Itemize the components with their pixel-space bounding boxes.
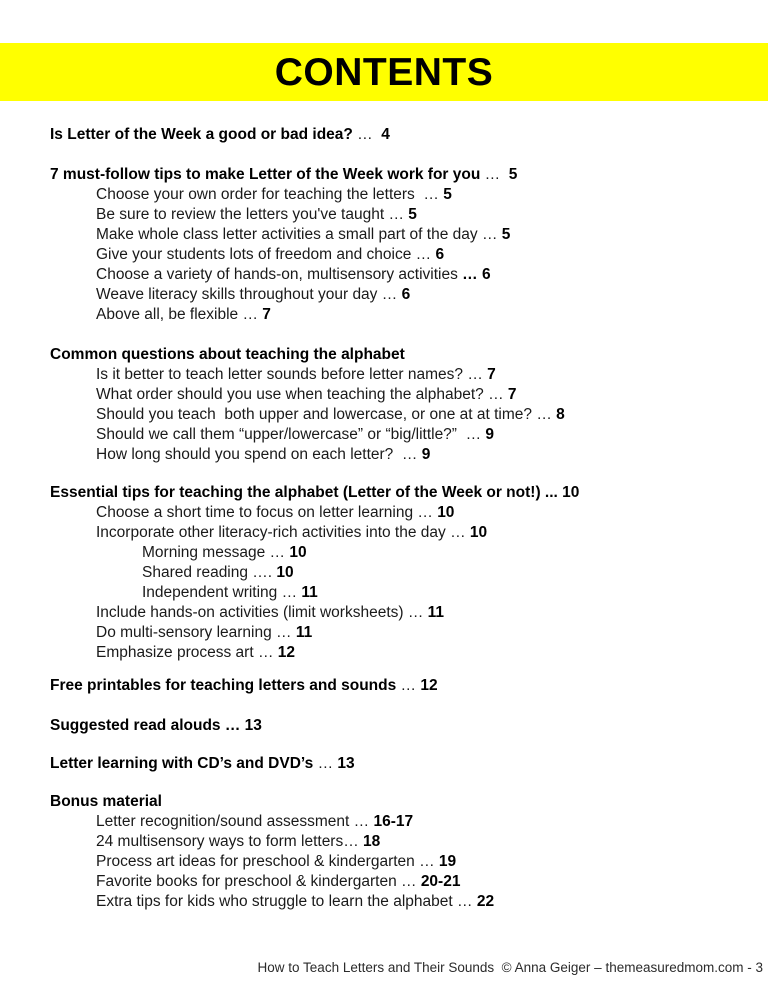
toc-entry-leader-dots: …	[343, 833, 364, 850]
toc-entry-title: Emphasize process art	[96, 644, 254, 661]
toc-entry-page-number: 20-21	[420, 873, 461, 890]
toc-entry-page-number: 10	[562, 484, 580, 501]
toc-entry	[50, 425, 748, 445]
toc-entry-leader-dots: …	[403, 604, 428, 621]
toc-entry	[50, 225, 748, 245]
toc-entry-title: Should you teach both upper and lowercase, or one at at time?	[96, 406, 533, 423]
toc-entry-title: Choose a variety of hands-on, multisensory activities	[96, 266, 458, 283]
toc-section	[50, 345, 748, 465]
toc-entry-page-number: 12	[420, 677, 438, 694]
toc-entry-leader-dots: …	[271, 624, 296, 641]
toc-entry	[50, 583, 748, 603]
toc-entry-leader-dots: …	[277, 584, 302, 601]
toc-entry-page-number: 8	[556, 406, 565, 423]
toc-entry	[50, 385, 748, 405]
toc-entry-leader-dots: …	[414, 186, 444, 203]
toc-section	[50, 125, 748, 145]
toc-entry-page-number: 10	[276, 564, 294, 581]
toc-entry-title: Incorporate other literacy-rich activities into the day	[96, 524, 446, 541]
toc-entry-page-number: 10	[437, 504, 455, 521]
toc-entry-page-number: 7	[262, 306, 271, 323]
toc-entry-page-number: 12	[277, 644, 296, 661]
toc-entry-leader-dots: …	[352, 126, 382, 143]
toc-entry	[50, 483, 748, 503]
toc-entry-title: Extra tips for kids who struggle to learn the alphabet	[96, 893, 453, 910]
toc-entry	[50, 603, 748, 623]
toc-section	[50, 483, 748, 663]
toc-entry-title: Is it better to teach letter sounds before letter names?	[96, 366, 464, 383]
toc-entry	[50, 832, 748, 852]
toc-entry-leader-dots: …	[396, 677, 421, 694]
toc-entry-title: Be sure to review the letters you've taught	[96, 206, 385, 223]
toc-section	[50, 792, 748, 912]
toc-section	[50, 716, 748, 736]
contents-header-band	[0, 43, 768, 101]
toc-entry	[50, 265, 748, 285]
toc-entry-title: Is Letter of the Week a good or bad idea?	[50, 126, 353, 143]
toc-entry-page-number: 5	[508, 166, 518, 183]
toc-entry-page-number: 6	[435, 246, 445, 263]
toc-entry-leader-dots: …	[393, 446, 422, 463]
toc-entry-page-number: 9	[485, 426, 495, 443]
toc-section	[50, 165, 748, 325]
toc-entry	[50, 503, 748, 523]
toc-entry	[50, 165, 748, 185]
toc-entry-leader-dots: …	[396, 873, 421, 890]
toc-entry-title: Do multi-sensory learning	[96, 624, 272, 641]
toc-entry-leader-dots: …	[253, 644, 278, 661]
toc-entry-title: Common questions about teaching the alphabet	[50, 346, 405, 363]
toc-entry-title: Should we call them “upper/lowercase” or “big/little?”	[96, 426, 457, 443]
toc-entry	[50, 405, 748, 425]
toc-entry-title: Choose a short time to focus on letter learning	[96, 504, 414, 521]
toc-entry-page-number: 4	[381, 126, 390, 143]
toc-entry-page-number: 22	[476, 893, 495, 910]
toc-entry	[50, 305, 748, 325]
toc-entry	[50, 872, 748, 892]
toc-entry	[50, 812, 748, 832]
toc-entry-title: Letter recognition/sound assessment	[96, 813, 350, 830]
toc-entry-leader-dots: …	[445, 524, 470, 541]
toc-entry-leader-dots: ….	[248, 564, 277, 581]
toc-entry-page-number: 11	[301, 584, 318, 601]
toc-entry	[50, 445, 748, 465]
toc-entry-leader-dots: …	[477, 226, 502, 243]
toc-entry-page-number: 13	[337, 755, 355, 772]
toc-entry-page-number: 6	[401, 286, 411, 303]
toc-entry-page-number: 16-17	[373, 813, 414, 830]
toc-entry-leader-dots: …	[220, 717, 245, 734]
toc-entry-page-number: 9	[421, 446, 431, 463]
toc-entry-leader-dots: …	[384, 206, 409, 223]
page-title: CONTENTS	[274, 50, 494, 94]
toc-entry	[50, 523, 748, 543]
toc-entry-page-number: 5	[501, 226, 511, 243]
toc-entry-leader-dots: ...	[540, 484, 563, 501]
toc-entry-page-number: 18	[363, 833, 381, 850]
toc-entry-leader-dots: …	[265, 544, 290, 561]
toc-entry-leader-dots: …	[457, 266, 482, 283]
toc-entry-title: 7 must-follow tips to make Letter of the Week work for you	[50, 166, 481, 183]
toc-entry-title: What order should you use when teaching the alphabet?	[96, 386, 484, 403]
toc-entry-title: Choose your own order for teaching the letters	[96, 186, 415, 203]
toc-entry-title: Make whole class letter activities a small part of the day	[96, 226, 478, 243]
footer-page-info: How to Teach Letters and Their Sounds © Anna Geiger – themeasuredmom.com - 3	[257, 960, 763, 975]
toc-entry-page-number: 5	[443, 186, 452, 203]
toc-entry-page-number: 11	[295, 624, 313, 641]
toc-entry-leader-dots: …	[411, 246, 436, 263]
toc-entry-leader-dots: …	[483, 386, 508, 403]
toc-entry-title: Weave literacy skills throughout your day	[96, 286, 378, 303]
toc-entry	[50, 543, 748, 563]
toc-entry-page-number: 13	[244, 717, 262, 734]
toc-entry-leader-dots: …	[413, 504, 438, 521]
toc-entry-title: Independent writing	[142, 584, 278, 601]
toc-entry-title: Letter learning with CD’s and DVD’s	[50, 755, 314, 772]
toc	[50, 125, 748, 930]
toc-entry	[50, 563, 748, 583]
toc-entry-page-number: 10	[289, 544, 307, 561]
toc-entry-title: How long should you spend on each letter?	[96, 446, 394, 463]
toc-entry-leader-dots: …	[414, 853, 439, 870]
toc-entry	[50, 623, 748, 643]
toc-entry-title: Bonus material	[50, 793, 162, 810]
toc-entry-leader-dots: …	[238, 306, 263, 323]
toc-entry-leader-dots: …	[480, 166, 509, 183]
toc-entry-page-number: 10	[469, 524, 488, 541]
toc-entry-leader-dots: …	[377, 286, 402, 303]
toc-entry-page-number: 7	[487, 366, 496, 383]
toc-entry	[50, 716, 748, 736]
toc-entry	[50, 285, 748, 305]
toc-entry	[50, 345, 748, 365]
toc-entry-page-number: 7	[507, 386, 517, 403]
toc-entry-page-number: 5	[408, 206, 417, 223]
toc-entry-title: Suggested read alouds	[50, 717, 221, 734]
toc-entry-title: Favorite books for preschool & kindergarten	[96, 873, 397, 890]
toc-entry-leader-dots: …	[463, 366, 488, 383]
toc-entry	[50, 754, 748, 774]
toc-entry-title: Shared reading	[142, 564, 248, 581]
toc-entry-page-number: 11	[427, 604, 445, 621]
toc-entry-title: 24 multisensory ways to form letters	[96, 833, 344, 850]
toc-entry-title: Morning message	[142, 544, 266, 561]
toc-entry	[50, 852, 748, 872]
toc-entry-page-number: 6	[481, 266, 491, 283]
toc-section	[50, 676, 748, 696]
toc-entry-leader-dots: …	[456, 426, 486, 443]
toc-entry-page-number: 19	[438, 853, 457, 870]
toc-entry-leader-dots: …	[532, 406, 557, 423]
toc-section	[50, 754, 748, 774]
toc-entry	[50, 185, 748, 205]
toc-entry-leader-dots: …	[349, 813, 374, 830]
toc-entry-title: Free printables for teaching letters and sounds	[50, 677, 397, 694]
toc-entry	[50, 205, 748, 225]
toc-entry	[50, 365, 748, 385]
toc-entry-leader-dots: …	[452, 893, 477, 910]
toc-entry-title: Give your students lots of freedom and choice	[96, 246, 412, 263]
toc-entry	[50, 892, 748, 912]
toc-entry	[50, 676, 748, 696]
toc-entry	[50, 643, 748, 663]
toc-entry-title: Include hands-on activities (limit worksheets)	[96, 604, 404, 621]
toc-entry	[50, 792, 748, 812]
toc-entry-leader-dots: …	[313, 755, 338, 772]
toc-entry-title: Essential tips for teaching the alphabet (Letter of the Week or not!)	[50, 484, 541, 501]
toc-entry-title: Process art ideas for preschool & kindergarten	[96, 853, 415, 870]
toc-entry	[50, 245, 748, 265]
toc-entry-title: Above all, be flexible	[96, 306, 239, 323]
toc-entry	[50, 125, 748, 145]
